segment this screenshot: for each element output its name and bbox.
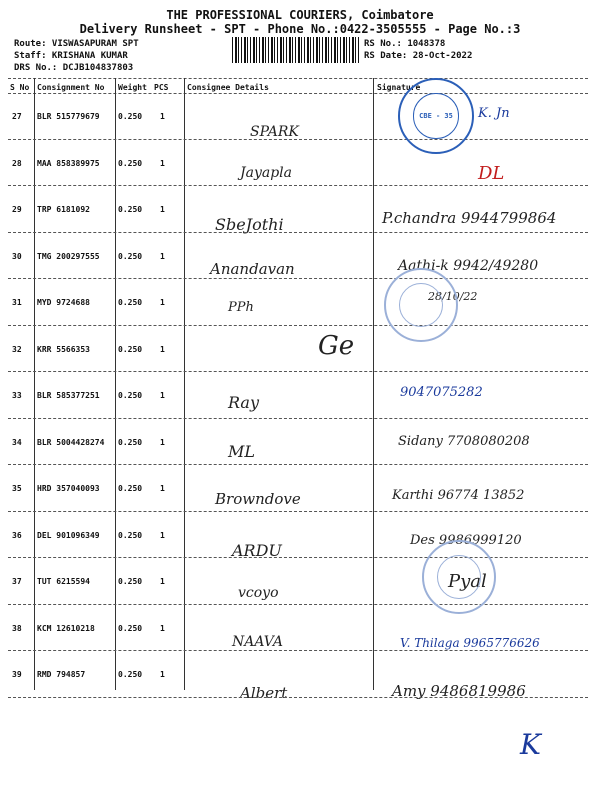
row-weight: 0.250 xyxy=(118,577,143,586)
row-pcs: 1 xyxy=(160,623,165,633)
row-signature: Pyal xyxy=(448,571,487,592)
row-pcs: 1 xyxy=(160,577,165,586)
row-signature: Amy 9486819986 xyxy=(392,682,526,700)
rs-date: RS Date: 28-Oct-2022 xyxy=(364,51,473,61)
row-pcs: 1 xyxy=(160,298,165,307)
row-pcs: 1 xyxy=(160,391,165,400)
row-weight: 0.250 xyxy=(118,158,143,168)
row-pcs: 1 xyxy=(160,530,165,540)
row-pcs: 1 xyxy=(160,251,165,261)
row-pcs: 1 xyxy=(160,112,165,121)
row-consignee-handwriting: Jayapla xyxy=(240,164,293,181)
company-stamp xyxy=(398,78,474,154)
row-signature: Karthi 96774 13852 xyxy=(392,488,525,503)
row-consignment-no: RMD 794857 xyxy=(37,670,86,679)
row-consignee-handwriting: Anandavan xyxy=(210,259,295,278)
row-pcs: 1 xyxy=(160,484,165,493)
row-consignment-no: BLR 5004428274 xyxy=(37,437,105,447)
col-divider xyxy=(34,78,35,690)
row-divider xyxy=(8,325,588,326)
row-consignee-handwriting: PPh xyxy=(228,300,254,315)
row-sno: 35 xyxy=(12,484,22,493)
row-signature: V. Thilaga 9965776626 xyxy=(400,635,540,650)
row-signature: Des 9986999120 xyxy=(410,532,522,548)
staff-label: Staff: KRISHANA KUMAR xyxy=(14,51,128,61)
row-divider xyxy=(8,278,588,279)
row-sno: 37 xyxy=(12,577,22,586)
row-weight: 0.250 xyxy=(118,205,143,214)
row-weight: 0.250 xyxy=(118,344,143,354)
row-consignment-no: MYD 9724688 xyxy=(37,298,90,307)
rs-number: RS No.: 1048378 xyxy=(364,39,446,49)
row-consignee-handwriting: Ray xyxy=(228,393,259,412)
col-divider xyxy=(184,78,185,690)
row-weight: 0.250 xyxy=(118,484,143,493)
row-consignee-handwriting: vcoyo xyxy=(238,585,279,601)
row-divider xyxy=(8,557,588,558)
row-consignment-no: KCM 12610218 xyxy=(37,623,95,633)
row-sno: 28 xyxy=(12,158,22,168)
row-consignment-no: TRP 6181092 xyxy=(37,205,90,214)
row-signature: Ge xyxy=(318,330,355,361)
row-sno: 39 xyxy=(12,670,22,679)
row-divider xyxy=(8,464,588,465)
row-divider xyxy=(8,697,588,698)
row-sno: 29 xyxy=(12,205,22,214)
row-divider xyxy=(8,418,588,419)
row-sno: 30 xyxy=(12,251,22,261)
row-sno: 34 xyxy=(12,437,22,447)
row-pcs: 1 xyxy=(160,670,165,679)
row-weight: 0.250 xyxy=(118,530,143,540)
row-consignment-no: HRD 357040093 xyxy=(37,484,100,493)
row-signature: 28/10/22 xyxy=(428,290,478,303)
row-consignment-no: BLR 515779679 xyxy=(37,112,100,121)
row-divider xyxy=(8,139,588,140)
row-weight: 0.250 xyxy=(118,391,143,400)
row-consignee-handwriting: SPARK xyxy=(250,124,299,140)
barcode xyxy=(232,37,360,63)
row-sno: 27 xyxy=(12,112,22,121)
row-consignment-no: TUT 6215594 xyxy=(37,577,90,586)
row-signature: DL xyxy=(478,162,505,184)
col-header-consignment: Consignment No xyxy=(37,83,105,92)
row-weight: 0.250 xyxy=(118,437,143,447)
header-top-rule xyxy=(8,78,588,79)
row-divider xyxy=(8,604,588,605)
col-divider xyxy=(115,78,116,690)
row-pcs: 1 xyxy=(160,205,165,214)
row-divider xyxy=(8,511,588,512)
company-title: THE PROFESSIONAL COURIERS, Coimbatore xyxy=(166,8,434,22)
row-signature: Aathi-k 9942/49280 xyxy=(398,257,539,274)
row-consignment-no: DEL 901096349 xyxy=(37,530,100,540)
row-divider xyxy=(8,371,588,372)
row-consignment-no: TMG 200297555 xyxy=(37,251,100,261)
row-signature: Sidany 7708080208 xyxy=(398,433,530,449)
row-pcs: 1 xyxy=(160,344,165,354)
row-weight: 0.250 xyxy=(118,251,143,261)
row-signature: 9047075282 xyxy=(400,385,483,400)
row-consignee-handwriting: NAAVA xyxy=(232,633,284,650)
row-divider xyxy=(8,232,588,233)
row-pcs: 1 xyxy=(160,158,165,168)
row-consignment-no: KRR 5566353 xyxy=(37,344,90,354)
runsheet-subtitle: Delivery Runsheet - SPT - Phone No.:0422-3505555 - Page No.:3 xyxy=(79,22,521,36)
route-label: Route: VISWASAPURAM SPT xyxy=(14,39,139,49)
row-consignee-handwriting: ML xyxy=(228,441,256,461)
faint-stamp xyxy=(384,268,458,342)
col-divider xyxy=(373,78,374,690)
row-sno: 32 xyxy=(12,344,22,354)
row-consignee-handwriting: Browndove xyxy=(215,490,301,508)
row-divider xyxy=(8,650,588,651)
drs-number: DRS No.: DCJB104837803 xyxy=(14,63,134,73)
row-sno: 33 xyxy=(12,391,22,400)
row-consignment-no: BLR 585377251 xyxy=(37,391,100,400)
col-header-consignee: Consignee Details xyxy=(187,83,269,92)
footer-initial: K xyxy=(520,728,541,761)
row-sno: 36 xyxy=(12,530,22,540)
row-weight: 0.250 xyxy=(118,298,143,307)
row-consignee-handwriting: ARDU xyxy=(232,540,282,560)
row-weight: 0.250 xyxy=(118,670,143,679)
row-pcs: 1 xyxy=(160,437,165,447)
faint-stamp xyxy=(422,540,496,614)
row-sno: 31 xyxy=(12,298,22,307)
row-sno: 38 xyxy=(12,623,22,633)
row-weight: 0.250 xyxy=(118,112,143,121)
row-signature: P.chandra 9944799864 xyxy=(382,209,557,227)
row-consignee-handwriting: Albert xyxy=(240,684,288,702)
stamp-code: CBE - 35 xyxy=(413,93,458,138)
row-divider xyxy=(8,185,588,186)
row-weight: 0.250 xyxy=(118,623,143,633)
row-signature: K. Jn xyxy=(478,106,510,121)
header-bottom-rule xyxy=(8,93,588,94)
row-consignment-no: MAA 858389975 xyxy=(37,158,100,168)
col-header-sno: S No xyxy=(10,83,30,92)
col-header-pcs: PCS xyxy=(154,83,169,92)
row-consignee-handwriting: SbeJothi xyxy=(215,215,284,234)
col-header-signature: Signature xyxy=(377,83,421,92)
col-header-weight: Weight xyxy=(118,83,147,92)
